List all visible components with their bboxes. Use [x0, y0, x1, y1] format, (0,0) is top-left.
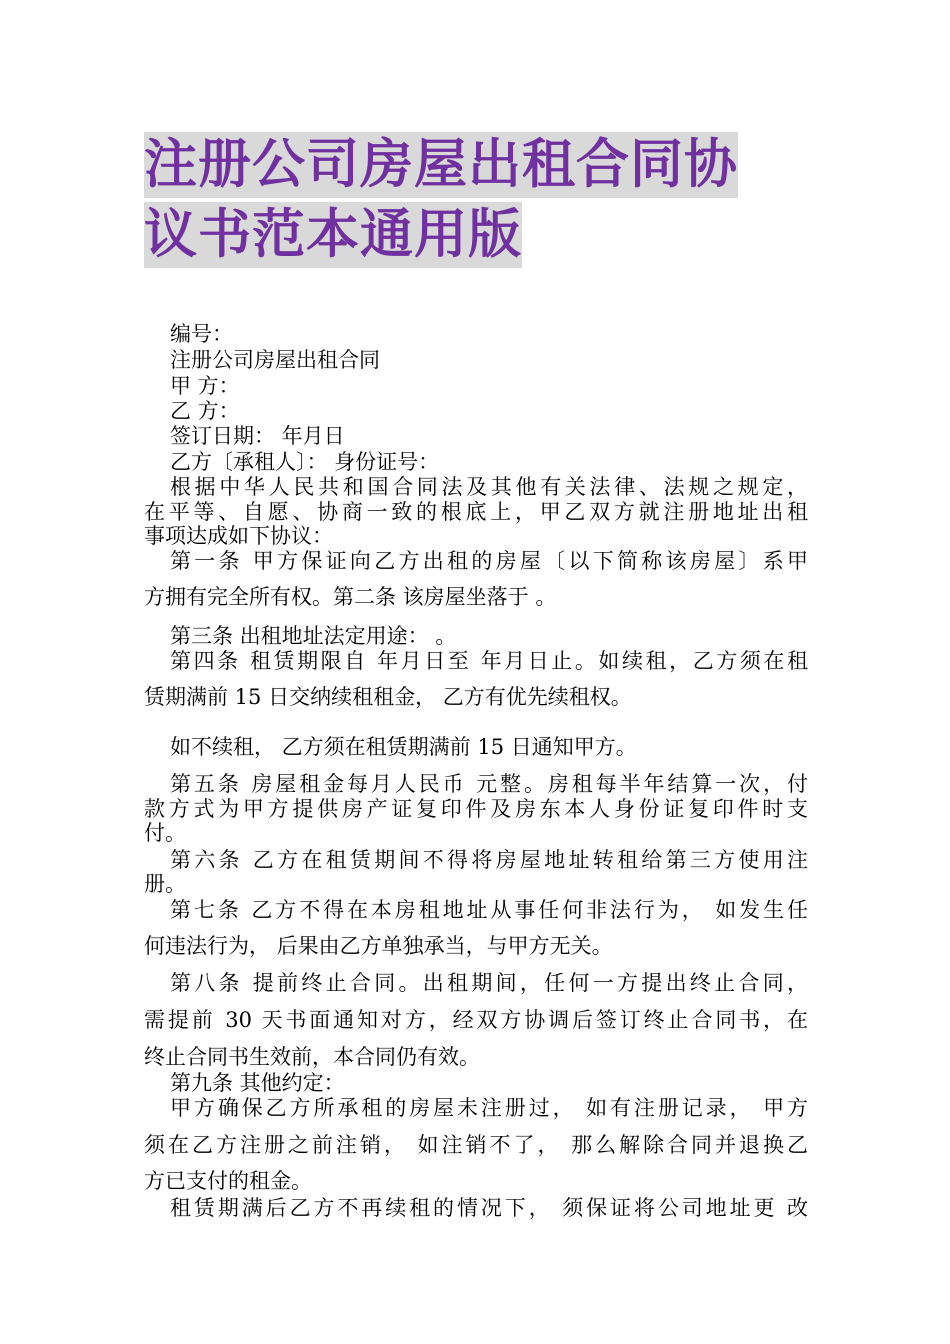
field-party-a: 甲 方： — [170, 374, 240, 398]
article-7-line: 第七条 乙方不得在本房租地址从事任何非法行为， 如发生任 — [170, 898, 808, 922]
article-3-line: 第三条 出租地址法定用途： 。 — [170, 624, 457, 648]
article-9-line: 方已支付的租金。 — [144, 1169, 312, 1193]
article-1-line: 第一条 甲方保证向乙方出租的房屋〔以下简称该房屋〕系甲 — [170, 549, 808, 573]
article-4-line: 第四条 租赁期限自 年月日至 年月日止。如续租，乙方须在租 — [170, 649, 808, 673]
article-8-line: 第八条 提前终止合同。出租期间，任何一方提出终止合同， — [170, 971, 808, 995]
field-sign-date: 签订日期： 年月日 — [170, 424, 345, 448]
article-4-line: 如不续租， 乙方须在租赁期满前 15 日通知甲方。 — [170, 735, 637, 759]
article-1-2-line: 方拥有完全所有权。第二条 该房屋坐落于 。 — [144, 585, 557, 609]
article-9-line: 第九条 其他约定： — [170, 1071, 345, 1095]
article-8-line: 终止合同书生效前，本合同仍有效。 — [144, 1045, 480, 1069]
document-title-line-2: 议书范本通用版 — [144, 202, 522, 268]
field-tenant-id: 乙方〔承租人〕： 身份证号： — [170, 450, 440, 474]
preamble-line: 在平等、自愿、协商一致的根底上，甲乙双方就注册地址出租 — [144, 500, 808, 524]
article-9-line: 租赁期满后乙方不再续租的情况下， 须保证将公司地址更 改 — [170, 1196, 808, 1220]
article-9-line: 甲方确保乙方所承租的房屋未注册过， 如有注册记录， 甲方 — [170, 1096, 808, 1120]
document-title-line-1: 注册公司房屋出租合同协 — [144, 132, 738, 198]
article-5-line: 付。 — [144, 821, 186, 845]
article-4-line: 赁期满前 15 日交纳续租租金， 乙方有优先续租权。 — [144, 685, 632, 709]
article-6-line: 册。 — [144, 872, 186, 896]
preamble-line: 根据中华人民共和国合同法及其他有关法律、法规之规定， — [170, 475, 808, 499]
article-6-line: 第六条 乙方在租赁期间不得将房屋地址转租给第三方使用注 — [170, 848, 808, 872]
field-party-b: 乙 方： — [170, 399, 240, 423]
article-9-line: 须在乙方注册之前注销， 如注销不了， 那么解除合同并退换乙 — [144, 1133, 808, 1157]
article-7-line: 何违法行为， 后果由乙方单独承当，与甲方无关。 — [144, 934, 613, 958]
article-5-line: 款方式为甲方提供房产证复印件及房东本人身份证复印件时支 — [144, 797, 808, 821]
article-5-line: 第五条 房屋租金每月人民币 元整。房租每半年结算一次，付 — [170, 772, 808, 796]
contract-name: 注册公司房屋出租合同 — [170, 348, 380, 372]
article-8-line: 需提前 30 天书面通知对方，经双方协调后签订终止合同书，在 — [144, 1008, 808, 1032]
field-number: 编号： — [170, 322, 233, 346]
preamble-line: 事项达成如下协议： — [144, 524, 333, 548]
